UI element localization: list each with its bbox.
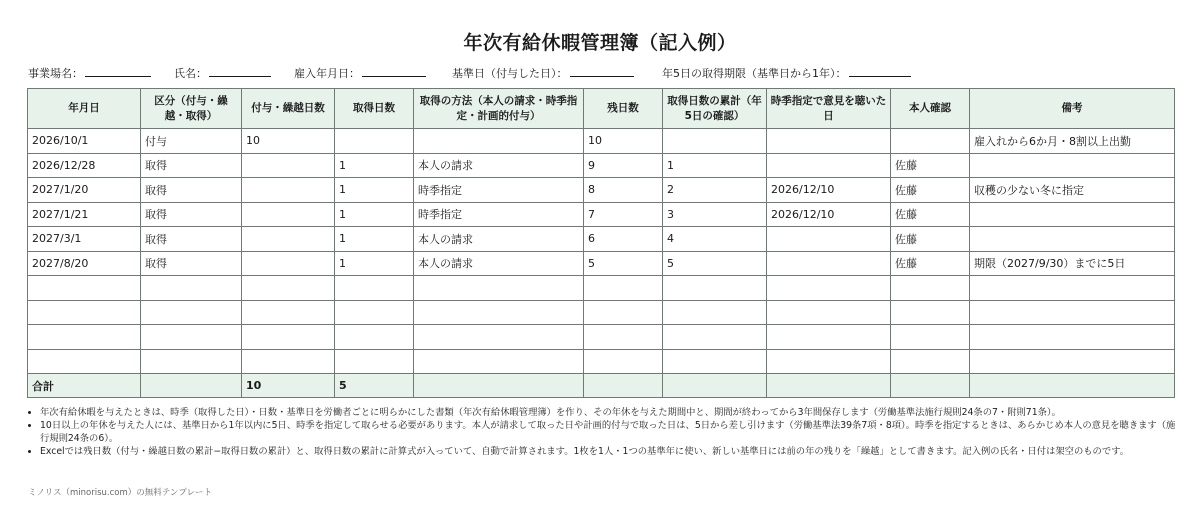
table-cell bbox=[414, 349, 584, 374]
table-cell bbox=[335, 276, 414, 301]
table-cell: 1 bbox=[335, 178, 414, 203]
table-row bbox=[28, 349, 1175, 374]
field-deadline-label: 年5日の取得期限（基準日から1年）： bbox=[662, 67, 847, 80]
table-cell bbox=[141, 300, 242, 325]
total-row bbox=[28, 374, 1175, 398]
table-cell bbox=[584, 300, 663, 325]
total-cell: 10 bbox=[242, 374, 335, 398]
footer-credit: ミノリス（minorisu.com）の無料テンプレート bbox=[28, 488, 212, 498]
table-cell bbox=[663, 325, 767, 350]
field-hire-date-label: 雇入年月日： bbox=[294, 67, 360, 80]
table-cell bbox=[767, 325, 891, 350]
field-workplace bbox=[28, 64, 151, 81]
table-cell: 7 bbox=[584, 202, 663, 227]
table-cell bbox=[663, 129, 767, 154]
table-cell: 2026/10/1 bbox=[28, 129, 141, 154]
table-cell: 1 bbox=[335, 227, 414, 252]
table-cell bbox=[584, 349, 663, 374]
table-cell bbox=[141, 325, 242, 350]
header-fields bbox=[28, 64, 1178, 82]
table-cell: 2026/12/28 bbox=[28, 153, 141, 178]
header-cumulative: 取得日数の累計（年5日の確認） bbox=[663, 89, 767, 129]
table-row bbox=[28, 251, 1175, 276]
table-cell: 6 bbox=[584, 227, 663, 252]
table-cell: 取得 bbox=[141, 153, 242, 178]
table-cell bbox=[335, 349, 414, 374]
table-cell: 取得 bbox=[141, 227, 242, 252]
table-cell: 時季指定 bbox=[414, 178, 584, 203]
table-cell: 1 bbox=[663, 153, 767, 178]
table-cell bbox=[891, 300, 970, 325]
table-cell bbox=[414, 276, 584, 301]
table-cell bbox=[767, 129, 891, 154]
table-cell bbox=[28, 325, 141, 350]
table-cell bbox=[584, 276, 663, 301]
field-hire-date bbox=[294, 64, 426, 81]
table-cell bbox=[663, 300, 767, 325]
table-cell bbox=[970, 227, 1175, 252]
table-cell: 2027/1/20 bbox=[28, 178, 141, 203]
table-cell bbox=[242, 178, 335, 203]
table-cell bbox=[970, 325, 1175, 350]
header-date: 年月日 bbox=[28, 89, 141, 129]
table-cell bbox=[891, 325, 970, 350]
table-cell bbox=[891, 129, 970, 154]
table-cell bbox=[767, 349, 891, 374]
leave-ledger-table bbox=[27, 88, 1175, 398]
table-body bbox=[28, 129, 1175, 374]
table-cell: 1 bbox=[335, 153, 414, 178]
total-cell bbox=[767, 374, 891, 398]
table-cell bbox=[891, 276, 970, 301]
table-cell: 雇入れから6か月・8割以上出勤 bbox=[970, 129, 1175, 154]
table-cell bbox=[141, 349, 242, 374]
table-cell: 2027/8/20 bbox=[28, 251, 141, 276]
table-cell bbox=[242, 349, 335, 374]
table-cell: 付与 bbox=[141, 129, 242, 154]
total-cell bbox=[970, 374, 1175, 398]
total-cell: 5 bbox=[335, 374, 414, 398]
table-cell bbox=[767, 227, 891, 252]
table-cell bbox=[28, 349, 141, 374]
table-cell bbox=[242, 325, 335, 350]
table-row bbox=[28, 325, 1175, 350]
header-category: 区分（付与・繰越・取得） bbox=[141, 89, 242, 129]
table-cell bbox=[335, 300, 414, 325]
table-cell: 2 bbox=[663, 178, 767, 203]
table-cell bbox=[767, 300, 891, 325]
table-cell bbox=[663, 276, 767, 301]
table-cell bbox=[335, 129, 414, 154]
header-taken-days: 取得日数 bbox=[335, 89, 414, 129]
table-row bbox=[28, 178, 1175, 203]
table-cell bbox=[242, 153, 335, 178]
total-cell bbox=[584, 374, 663, 398]
table-cell: 本人の請求 bbox=[414, 227, 584, 252]
table-cell: 取得 bbox=[141, 251, 242, 276]
table-cell: 取得 bbox=[141, 202, 242, 227]
table-header-row bbox=[28, 89, 1175, 129]
table-cell: 佐藤 bbox=[891, 251, 970, 276]
table-cell bbox=[891, 349, 970, 374]
table-cell bbox=[242, 227, 335, 252]
table-cell bbox=[414, 129, 584, 154]
table-cell: 10 bbox=[242, 129, 335, 154]
field-name-line bbox=[209, 64, 271, 77]
header-confirmation: 本人確認 bbox=[891, 89, 970, 129]
table-cell: 1 bbox=[335, 202, 414, 227]
table-cell: 8 bbox=[584, 178, 663, 203]
field-workplace-label: 事業場名： bbox=[28, 67, 83, 80]
table-cell bbox=[767, 251, 891, 276]
field-workplace-line bbox=[85, 64, 151, 77]
field-base-date bbox=[452, 64, 634, 81]
table-cell bbox=[584, 325, 663, 350]
total-cell bbox=[414, 374, 584, 398]
table-cell: 佐藤 bbox=[891, 227, 970, 252]
table-cell bbox=[28, 276, 141, 301]
table-cell bbox=[767, 153, 891, 178]
total-cell bbox=[663, 374, 767, 398]
field-deadline bbox=[662, 64, 911, 81]
total-cell bbox=[891, 374, 970, 398]
table-cell: 2026/12/10 bbox=[767, 178, 891, 203]
table-cell bbox=[970, 276, 1175, 301]
table-cell bbox=[970, 153, 1175, 178]
total-cell bbox=[141, 374, 242, 398]
table-cell: 佐藤 bbox=[891, 178, 970, 203]
table-row bbox=[28, 202, 1175, 227]
table-row bbox=[28, 153, 1175, 178]
header-granted-days: 付与・繰越日数 bbox=[242, 89, 335, 129]
table-row bbox=[28, 227, 1175, 252]
table-row bbox=[28, 129, 1175, 154]
table-cell: 2027/1/21 bbox=[28, 202, 141, 227]
table-cell: 取得 bbox=[141, 178, 242, 203]
table-cell: 9 bbox=[584, 153, 663, 178]
table-cell: 2027/3/1 bbox=[28, 227, 141, 252]
table-row bbox=[28, 300, 1175, 325]
table-cell bbox=[242, 300, 335, 325]
field-deadline-line bbox=[849, 64, 911, 77]
table-cell: 本人の請求 bbox=[414, 251, 584, 276]
field-base-date-line bbox=[570, 64, 634, 77]
header-remarks: 備考 bbox=[970, 89, 1175, 129]
table-cell bbox=[970, 349, 1175, 374]
table-cell bbox=[242, 276, 335, 301]
table-cell: 3 bbox=[663, 202, 767, 227]
header-opinion-date: 時季指定で意見を聴いた日 bbox=[767, 89, 891, 129]
table-cell bbox=[970, 300, 1175, 325]
table-cell bbox=[242, 202, 335, 227]
field-name bbox=[174, 64, 271, 81]
header-remaining: 残日数 bbox=[584, 89, 663, 129]
note-item: • Excelでは残日数（付与・繰越日数の累計−取得日数の累計）と、取得日数の累計に計算式が入っていて、自動で計算されます。1枚を1人・1つの基準年に使い、新しい基準日には前の年の残りを「繰越」として書きます。記入例の氏名・日付は架空のものです。 bbox=[40, 445, 1178, 458]
table-cell: 1 bbox=[335, 251, 414, 276]
field-name-label: 氏名： bbox=[174, 67, 207, 80]
table-cell: 5 bbox=[584, 251, 663, 276]
table-cell bbox=[663, 349, 767, 374]
table-cell bbox=[242, 251, 335, 276]
table-cell bbox=[767, 276, 891, 301]
table-cell bbox=[414, 325, 584, 350]
table-cell bbox=[335, 325, 414, 350]
note-item: • 年次有給休暇を与えたときは、時季（取得した日）・日数・基準日を労働者ごとに明らかにした書類（年次有給休暇管理簿）を作り、その年休を与えた期間中と、期間が終わってから3年間保存します（労働基準法施行規則24条の7・附則71条）。 bbox=[40, 406, 1178, 419]
table-cell: 佐藤 bbox=[891, 153, 970, 178]
table-cell: 本人の請求 bbox=[414, 153, 584, 178]
total-cell: 合計 bbox=[28, 374, 141, 398]
table-cell bbox=[414, 300, 584, 325]
header-method: 取得の方法（本人の請求・時季指定・計画的付与） bbox=[414, 89, 584, 129]
table-cell bbox=[28, 300, 141, 325]
table-cell: 5 bbox=[663, 251, 767, 276]
field-base-date-label: 基準日（付与した日）： bbox=[452, 67, 568, 80]
table-cell: 4 bbox=[663, 227, 767, 252]
table-cell bbox=[970, 202, 1175, 227]
table-cell: 佐藤 bbox=[891, 202, 970, 227]
table-cell: 10 bbox=[584, 129, 663, 154]
page-title: 年次有給休暇管理簿（記入例） bbox=[463, 32, 737, 54]
notes-section bbox=[28, 406, 1178, 458]
field-hire-date-line bbox=[362, 64, 426, 77]
table-cell: 期限（2027/9/30）までに5日 bbox=[970, 251, 1175, 276]
table-cell bbox=[141, 276, 242, 301]
table-row bbox=[28, 276, 1175, 301]
table-cell: 時季指定 bbox=[414, 202, 584, 227]
table-cell: 2026/12/10 bbox=[767, 202, 891, 227]
table-cell: 収穫の少ない冬に指定 bbox=[970, 178, 1175, 203]
note-item: • 10日以上の年休を与えた人には、基準日から1年以内に5日、時季を指定して取らせる必要があります。本人が請求して取った日や計画的付与で取った日は、5日から差し引けます（労働基準法39条7項・8項）。時季を指定するときは、あらかじめ本人の意見を聴きます（施行規則24条の6）。 bbox=[40, 419, 1178, 445]
